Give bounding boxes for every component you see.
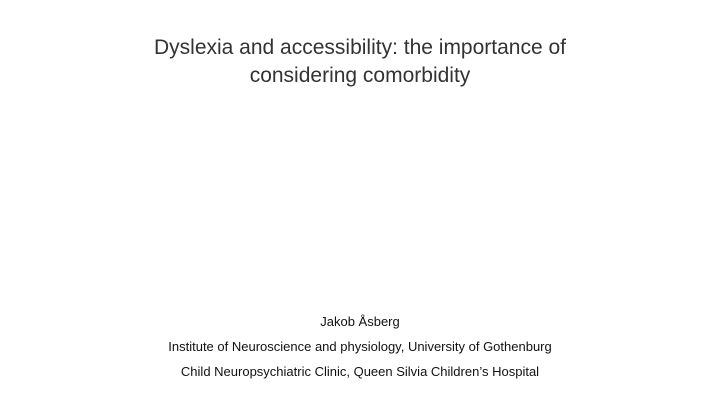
slide-title-line-1: Dyslexia and accessibility: the importance of (153, 36, 567, 59)
author-block (90, 313, 630, 388)
slide-title-line-2: considering comorbidity (249, 64, 471, 87)
author-name: Jakob Åsberg (320, 314, 400, 329)
slide-title (90, 34, 630, 90)
affiliation-clinic: Child Neuropsychiatric Clinic, Queen Silvia Children’s Hospital (180, 364, 540, 379)
affiliation-institute: Institute of Neuroscience and physiology, University of Gothenburg (168, 339, 552, 354)
